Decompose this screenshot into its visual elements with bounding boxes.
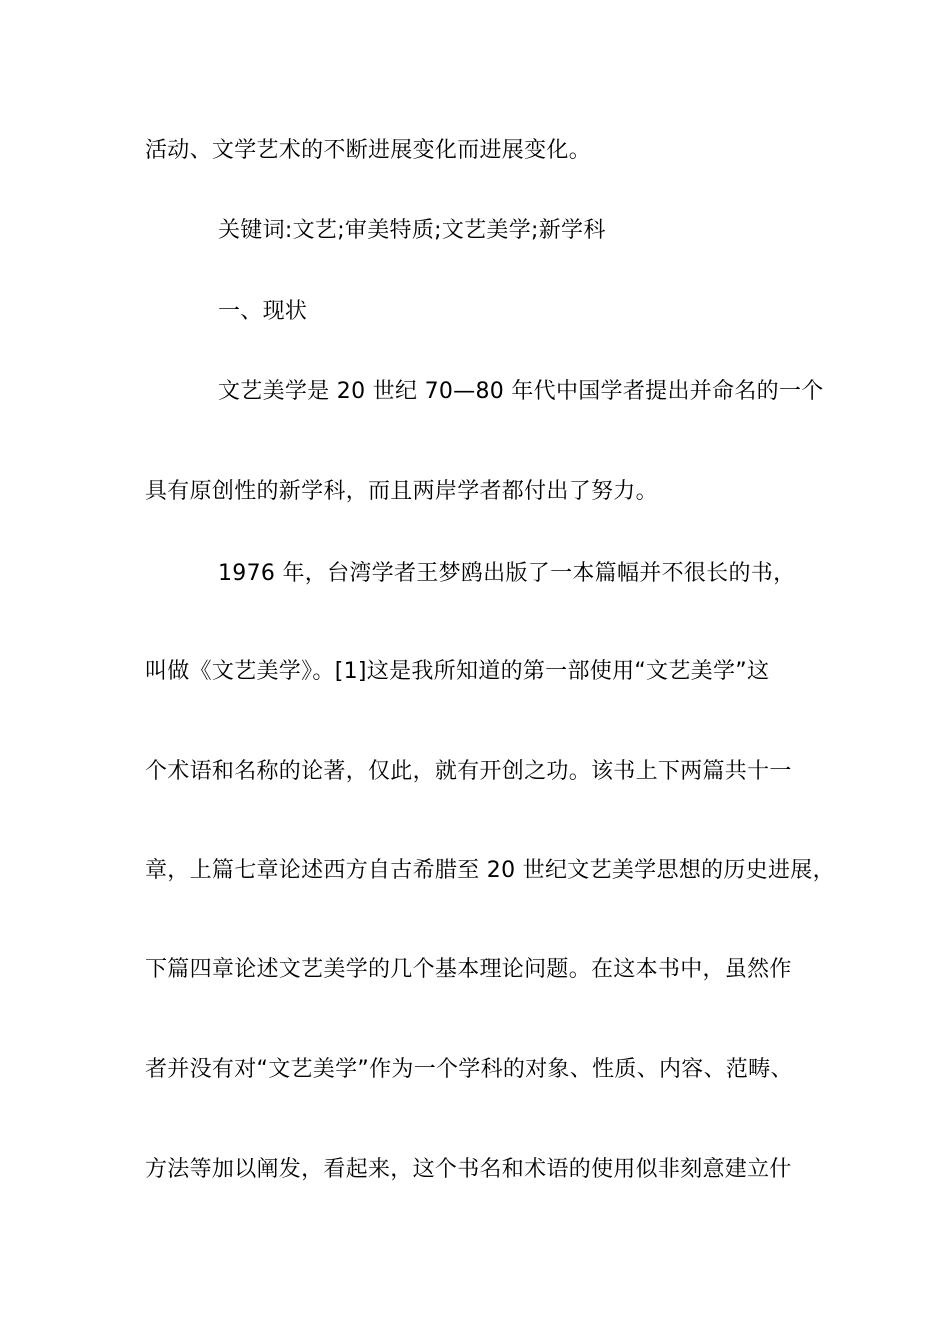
- text-line: 章，上篇七章论述西方自古希腊至 20 世纪文艺美学思想的历史进展，: [145, 858, 835, 883]
- text-line: 个术语和名称的论著，仅此，就有开创之功。该书上下两篇共十一: [145, 759, 792, 784]
- text-line: 叫做《文艺美学》。[1]这是我所知道的第一部使用“文艺美学”这: [145, 659, 770, 684]
- text-line: 活动、文学艺术的不断进展变化而进展变化。: [145, 138, 592, 163]
- text-line: 方法等加以阐发，看起来，这个书名和术语的使用似非刻意建立什: [145, 1157, 792, 1182]
- section-heading: 一、现状: [218, 299, 308, 324]
- text-line: 具有原创性的新学科，而且两岸学者都付出了努力。: [145, 479, 658, 504]
- text-line: 文艺美学是 20 世纪 70—80 年代中国学者提出并命名的一个: [218, 379, 824, 404]
- keywords-line: 关键词:文艺;审美特质;文艺美学;新学科: [218, 218, 606, 243]
- text-line: 1976 年，台湾学者王梦鸥出版了一本篇幅并不很长的书，: [218, 561, 796, 586]
- text-line: 下篇四章论述文艺美学的几个基本理论问题。在这本书中，虽然作: [145, 957, 792, 982]
- text-line: 者并没有对“文艺美学”作为一个学科的对象、性质、内容、范畴、: [145, 1057, 793, 1082]
